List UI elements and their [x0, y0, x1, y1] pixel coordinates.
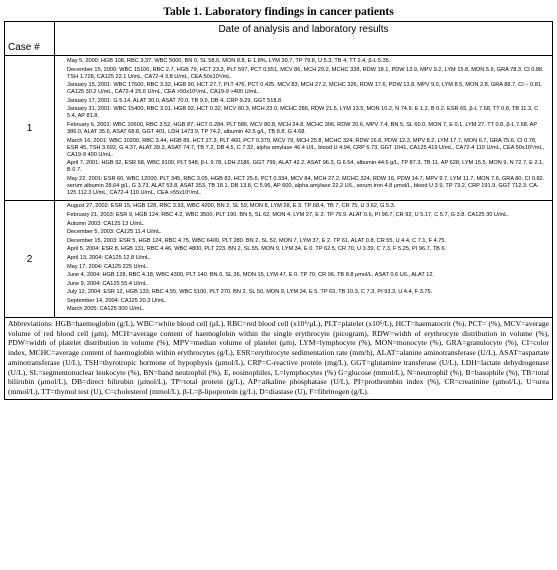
- case-number-1: 1: [5, 56, 55, 201]
- result-entry: May 22, 2001: ESR 60, WBC 12000, PLT 345, RBC 3.05, HGB 83, HCT 25.6, PCT 0.334, MCV 84, MCH 27.2, MCHC 324, RDW 16, PDW 14.7, MPV 9.7, LYM 11.7, MON 7.6, GRA 80. CI 0.82. serum albumin 28.64 g/L, G 3.73, ALAT 53.8, ASAT 353, TB 18.1, DB 13.8, C 5.96, AP 600, alpha amylase 22.2 U/L, serum iron 4.8 μmol/L, blood U 3.9, TP 73.2, CRP 191.9, GGT 712.3. CA-125 112.3 U/mL, CA72-4 110 U/mL, CEA >55x10⁶/mL.: [67, 175, 545, 196]
- result-entry: February 21, 2003: ESR 9, HGB 124, RBC 4.2, WBC 3500, PLT 190. BN 5, SL 62, MON 4, LYM 27, E 2. TP 76.9. ALAT 0.6, PI 96.7, CR 92, U 5.17, C 5.7, G 3.8. CA125 30 U/mL.: [67, 211, 509, 218]
- result-entry: April 13, 2004: CA125 12.8 U/mL.: [67, 254, 151, 261]
- result-entry: June 9, 2004: CA125 55.4 U/mL.: [67, 280, 149, 287]
- result-entry: April 5, 2004: ESR 8, HGB 131, RBC 4.46, WBC 4800, PLT 223. BN 2, SL 55, MON 9, LYM 34, E 0. TP 62.5, CR 70, U 3.39, C 7.3, F 5.25, PI 96.7, TB 6.: [67, 246, 447, 253]
- result-entry: March 2005: CA125 300 U/mL.: [67, 306, 145, 313]
- result-entry: March 16, 2001: WBC 10200, RBC 3.44, HGB 89, HCT 27.3, PLT 460, PCT 0.379, MCV 79, MCH 25.8, MCHC 324, RDW 16.8, PDW 12.3, MPV 8.2, LYM 17.7, MON 6.7, GRA 75.6. CI 0.78, ESR 45, TSH 3.692, G 4.37, ALAT 39.3, ASAT 74.7, TB 7.2, DB 4.5, C 7.32, alpha amylase 46.4 U/L, blood U 4.94, CRP 6.73, GGT 1041, CA125 419 U/mL, CA72-4 110 U/mL, CEA 50x10⁶/mL, CA19-9 400 U/mL.: [67, 137, 545, 158]
- case-column-header: Case #: [5, 22, 55, 56]
- date-column-header: Date of analysis and laboratory results: [55, 22, 553, 56]
- table-title: Table 1. Laboratory findings in cancer patients: [163, 6, 394, 18]
- header-row: [5, 22, 553, 56]
- result-entry: January 31, 2001: WBC 15400, RBC 3.01, HGB 92, HCT 0.32, MCV 80.3, MCH 23.0, MCHC 286, RDW 21.5, LYM 13.5, MON 10.2, N 74.9, E 1.2, B 0.2. ESR 65, β-L 7.68, TT 0.8, TB 11.3, C 5.4, AP 81.8.: [67, 106, 539, 120]
- result-entry: August 27, 2002: ESR 15, HGB 128, RBC 3.93, WBC 4200, BN 2, SL 59, MON 8, LYM 28, E 3. TP 68.4, TB 7, CR 75, U 3.62, G 5.3.: [67, 203, 396, 210]
- case-number-2: 2: [5, 201, 55, 318]
- result-entry: May 5, 2000: HGB 108, RBC 3.37, WBC 5000, BN 0, SL 58.6, MON 8.8, E 1.8%, LYM 30.7, TP 79.8, U 5.3, TB 4, TT 2.4, β-L 5.35.: [67, 58, 391, 64]
- table-row: [5, 56, 553, 201]
- result-entry: September 14, 2004: CA125 20.3 U/mL.: [67, 297, 167, 304]
- result-entry: January 17, 2001: G 5.14, ALAT 30.0, ASAT 70.0, TB 9.9, DB 4, CRP 9.29, GGT 518.8.: [67, 97, 283, 104]
- abbreviations-row: [5, 318, 553, 400]
- result-entry: February 6, 2001: WBC 10600, RBC 3.52, HGB 87, HCT 0.284, PLT 586, MCV 80.8, MCH 24.8, MCHC 306, RDW 20.6, MPV 7.4, BN 5, SL 60.0, MON 7, E 0.1, LYM 27. TT 0.8, β-L 7.68. AP 386.0, ALAT 35.6, ASAT 68.8, GGT 401, LDH 1473.9, TP 74.2, albumin 42.5 g/L, TB 8.8, G 4.68.: [67, 121, 537, 135]
- result-entry: December 15, 2000: WBC 15100, RBC 2.7, HGB 79, HCT 23.3, PLT 597, PCT 0.551, MCV 86, MCH 29.2, MCHC 338, RDW 18.1, PDW 13.9, MPV 9.2, LYM 15.8, MON 5.9, GRA 78.3. CI 0.88. TSH 1.728, CA125 22.1 U/mL, CA72-4 3.8 U/mL, CEA 50x10⁶/mL.: [67, 66, 544, 80]
- case-1-results: [55, 56, 553, 201]
- result-entry: July 12, 2004: ESR 12, HGB 133, RBC 4.55, WBC 5100, PLT 270. BN 2, SL 50, MON 9, LYM 34, E 5. TP 63, TB 10.3, C 7.3, PI 93.3, U 4.4, F 3.75.: [67, 289, 433, 296]
- lab-findings-table: [4, 21, 553, 400]
- result-entry: December 15, 2003: ESR 5, HGB 124, RBC 4.75, WBC 6400, PLT 280. BN 2, SL 52, MON 7, LYM 37, E 2. TP 61, ALAT 0.8, CR 55, U 4.4, C 7.1, F 4.75.: [67, 237, 447, 244]
- result-entry: January 15, 2001: WBC 17600, RBC 3.32, HGB 90, HCT 27.7, PLT 476, PCT 0.425, MCV 83, MCH 27.2, MCHC 326, RDW 17.6, PDW 13.8, MPV 9.0, LYM 8.5, MON 2.8, GRA 88.7. CI – 0.81. CA125 30.2 U/mL, CA72-4 25.6 U/mL, CEA >50x10⁶/mL, CA19-9 >400 U/mL.: [67, 82, 543, 96]
- result-entry: May 17, 2004: CA125 225 U/mL.: [67, 263, 149, 270]
- table-row: [5, 201, 553, 318]
- result-entry: Autumn 2003: CA125 13 U/mL.: [67, 220, 145, 227]
- case-2-results: [55, 201, 553, 318]
- result-entry: December 5, 2003: CA125 11.4 U/mL.: [67, 229, 162, 236]
- result-entry: April 7, 2001: HGB 92, ESR 68, WBC 9100, PLT 548, β-L 9.78, LDH 2186, GGT 799, ALAT 42.2, ASAT 96.3, G 6.54, albumin 44.6 g/L, TP 87.3, TB 11, AP 628, LYM 15.5, MON 9, N 72.7, E 2.1, B 0.7.: [67, 160, 544, 174]
- result-entry: June 4, 2004: HGB 128, RBC 4.18, WBC 4300, PLT 140. BN 0, SL 36, MON 15, LYM 47, E 0. TP 70, CR 96, TB 8.8 μmol/L, ASAT 0.6 U/L, ALAT 12.: [67, 272, 435, 279]
- abbreviations-note: Abbreviations: HGB=haemoglobin (g/L), WBC=white blood cell (μL), RBC=red blood cell (x10⁶/μL), PLT=platelet (x10⁶/L), HCT=haematocrit (%), PCT= (%), MCV=average volume of red blood cell (μm), MCH=average content of haemoglobin within the single erythrocyte (picogram), RDW=width of erythrocyte distribution in volume (%), PDW=width of platelet distribution in volume (%), MPV=median volume of platelet (μm), LYM=lymphocyte (%), MON=monocyte (%), GRA=granulocyte (%), CI=color index, MCHC=average content of haemoglobin within erythrocytes (g/L), ESR=erythrocyte sedimentation rate (mm/h), ALAT=alanine aminotransferase (U/L), ASAT=aspartate aminotransferase (U/L), TSH=thyrotropic hormone of hypophysis (μmol/L), CRP=C-reactive protein (mg/L), GGT=glutamine transferase (U/L), LDH=lactate dehydrogenase (U/L), SL=segmentonuclear leukocyte (%), BN=band neutrophil (%), E, eosinophiles, L=lymphocytes (%) G=glucose (mmol/L), N=neutrophil (%), B=basophile (%), TB=total bilirubin (μmol/L), DB=direct bilirubin (μmol/L), TP=total protein (g/L), AP=alkaline phosphatase (U/L), PI=prothrombin index (%), CR=creatinine (μmol/L), U=urea (mmol/L), TT=thymol test (U), C=cholesterol (mmol/L), β-L=β-lipoprotein (g/L), D=diastase (U), F=fibrinogen (g/L).: [5, 318, 553, 400]
